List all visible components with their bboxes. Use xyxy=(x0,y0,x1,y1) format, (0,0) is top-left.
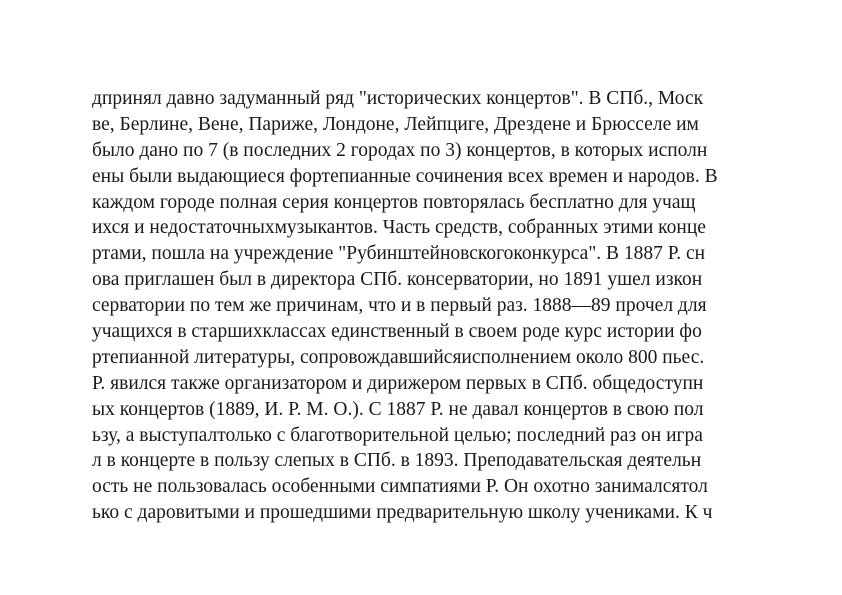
text-line: л в концерте в пользу слепых в СПб. в 1893. Преподавательская деятельн xyxy=(92,450,702,472)
text-line: Р. явился также организатором и дирижером первых в СПб. общедоступн xyxy=(92,372,704,394)
text-line: дпринял давно задуманный ряд "исторических концертов". В СПб., Моск xyxy=(92,88,704,109)
text-line: ько с даровитыми и прошедшими предварительную школу учениками. К ч xyxy=(92,502,713,524)
text-line: было дано по 7 (в последних 2 городах по 3) концертов, в которых исполн xyxy=(92,139,708,161)
text-line: ова приглашен был в директора СПб. консерватории, но 1891 ушел изкон xyxy=(92,269,703,291)
text-line: ихся и недостаточныхмузыкантов. Часть средств, собранных этими конце xyxy=(92,217,706,239)
text-line: ены были выдающиеся фортепианные сочинения всех времен и народов. В xyxy=(92,165,718,187)
text-line: каждом городе полная серия концертов повторялась бесплатно для учащ xyxy=(92,191,696,213)
text-line: ртепианной литературы, сопровождавшийсяисполнением около 800 пьес. xyxy=(92,346,705,368)
text-line: ость не пользовалась особенными симпатиями Р. Он охотно занималсятол xyxy=(92,476,708,498)
text-line: ве, Берлине, Вене, Париже, Лондоне, Лейпциге, Дрездене и Брюсселе им xyxy=(92,113,699,135)
text-line: ых концертов (1889, И. Р. М. О.). С 1887 Р. не давал концертов в свою пол xyxy=(92,398,704,420)
text-line: ртами, пошла на учреждение "Рубинштейновскогоконкурса". В 1887 Р. сн xyxy=(92,243,706,265)
text-line: учащихся в старшихклассах единственный в своем роде курс истории фо xyxy=(92,321,702,343)
body-text xyxy=(92,86,792,526)
text-line: ьзу, а выступалтолько с благотворительной целью; последний раз он игра xyxy=(92,424,703,446)
text-line: серватории по тем же причинам, что и в первый раз. 1888—89 прочел для xyxy=(92,295,707,317)
